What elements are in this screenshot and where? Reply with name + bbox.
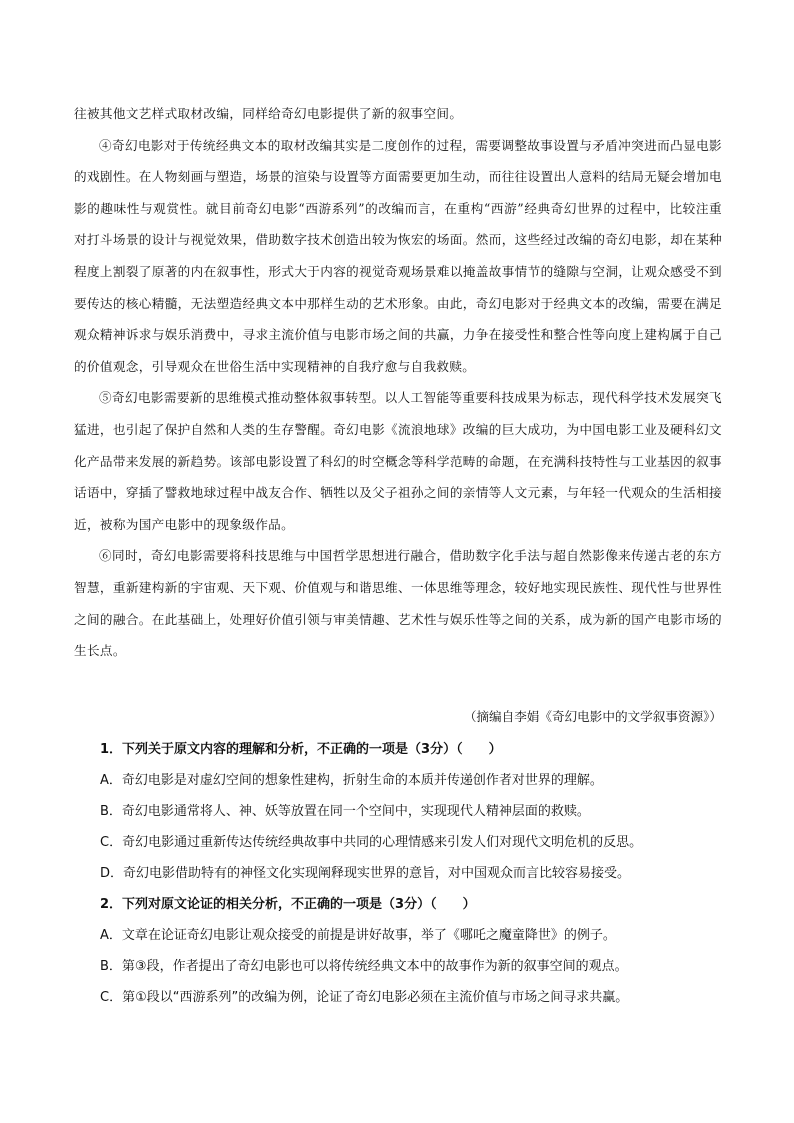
question-2-option-c: C．第①段以“西游系列”的改编为例，论证了奇幻电影必须在主流价值与市场之间寻求共赢。 [100, 990, 629, 1005]
passage-paragraph-5: ⑤奇幻电影需要新的思维模式推动整体叙事转型。以人工智能等重要科技成果为标志，现代科学技术发展突飞猛进，也引起了保护自然和人类的生存警醒。奇幻电影《流浪地球》改编的巨大成功，为中国电影工业及硬科幻文化产品带来发展的新趋势。该部电影设置了科幻的时空概念等科学范畴的命题，在充满科技特性与工业基因的叙事话语中，穿插了譬救地球过程中战友合作、牺牲以及父子祖孙之间的亲情等人文元素，与年轻一代观众的生活相接近，被称为国产电影中的现象级作品。 [74, 390, 722, 532]
passage-paragraph-6: ⑥同时，奇幻电影需要将科技思维与中国哲学思想进行融合，借助数字化手法与超自然影像来传递古老的东方智慧，重新建构新的宇宙观、天下观、价值观与和谐思维、一体思维等理念，较好地实现民族性、现代性与世界性之间的融合。在此基础上，处理好价值引领与审美情趣、艺术性与娱乐性等之间的关系，成为新的国产电影市场的生长点。 [74, 548, 722, 659]
question-1-option-d: D．奇幻电影借助特有的神怪文化实现阐释现实世界的意旨，对中国观众而言比较容易接受。 [100, 866, 631, 881]
question-1 [100, 734, 740, 889]
passage-source: （摘编自李娟《奇幻电影中的文学叙事资源》） [463, 709, 722, 724]
question-2-stem: 2．下列对原文论证的相关分析，不正确的一项是（3分）（ ） [100, 897, 476, 912]
question-1-option-a: A．奇幻电影是对虚幻空间的想象性建构，折射生命的本质并传递创作者对世界的理解。 [100, 773, 603, 788]
question-1-option-c: C．奇幻电影通过重新传达传统经典故事中共同的心理情感来引发人们对现代文明危机的反思。 [100, 835, 643, 850]
reading-passage [74, 98, 722, 667]
question-1-stem: 1．下列关于原文内容的理解和分析，不正确的一项是（3分）（ ） [100, 742, 502, 757]
question-2 [100, 889, 740, 1013]
passage-paragraph-1: 往被其他文艺样式取材改编，同样给奇幻电影提供了新的叙事空间。 [74, 106, 463, 121]
question-1-option-b: B．奇幻电影通常将人、神、妖等放置在同一个空间中，实现现代人精神层面的救赎。 [100, 804, 590, 819]
passage-paragraph-4: ④奇幻电影对于传统经典文本的取材改编其实是二度创作的过程，需要调整故事设置与矛盾冲突进而凸显电影的戏剧性。在人物刻画与塑造，场景的渲染与设置等方面需要更加生动，而往往设置出人意料的结局无疑会增加电影的趣味性与观赏性。就目前奇幻电影“西游系列”的改编而言，在重构“西游”经典奇幻世界的过程中，比较注重对打斗场景的设计与视觉效果，借助数字技术创造出较为恢宏的场面。然而，这些经过改编的奇幻电影，却在某种程度上割裂了原著的内在叙事性，形式大于内容的视觉奇观场景难以掩盖故事情节的缝隙与空洞，让观众感受不到要传达的核心精髓，无法塑造经典文本中那样生动的艺术形象。由此，奇幻电影对于经典文本的改编，需要在满足观众精神诉求与娱乐消费中，寻求主流价值与电影市场之间的共赢，力争在接受性和整合性等向度上建构属于自己的价值观念，引导观众在世俗生活中实现精神的自我疗愈与自我救赎。 [74, 137, 722, 374]
question-2-option-b: B．第③段，作者提出了奇幻电影也可以将传统经典文本中的故事作为新的叙事空间的观点。 [100, 959, 628, 974]
question-list [100, 734, 740, 1013]
question-2-option-a: A．文章在论证奇幻电影让观众接受的前提是讲好故事，举了《哪吒之魔童降世》的例子。 [100, 928, 616, 943]
